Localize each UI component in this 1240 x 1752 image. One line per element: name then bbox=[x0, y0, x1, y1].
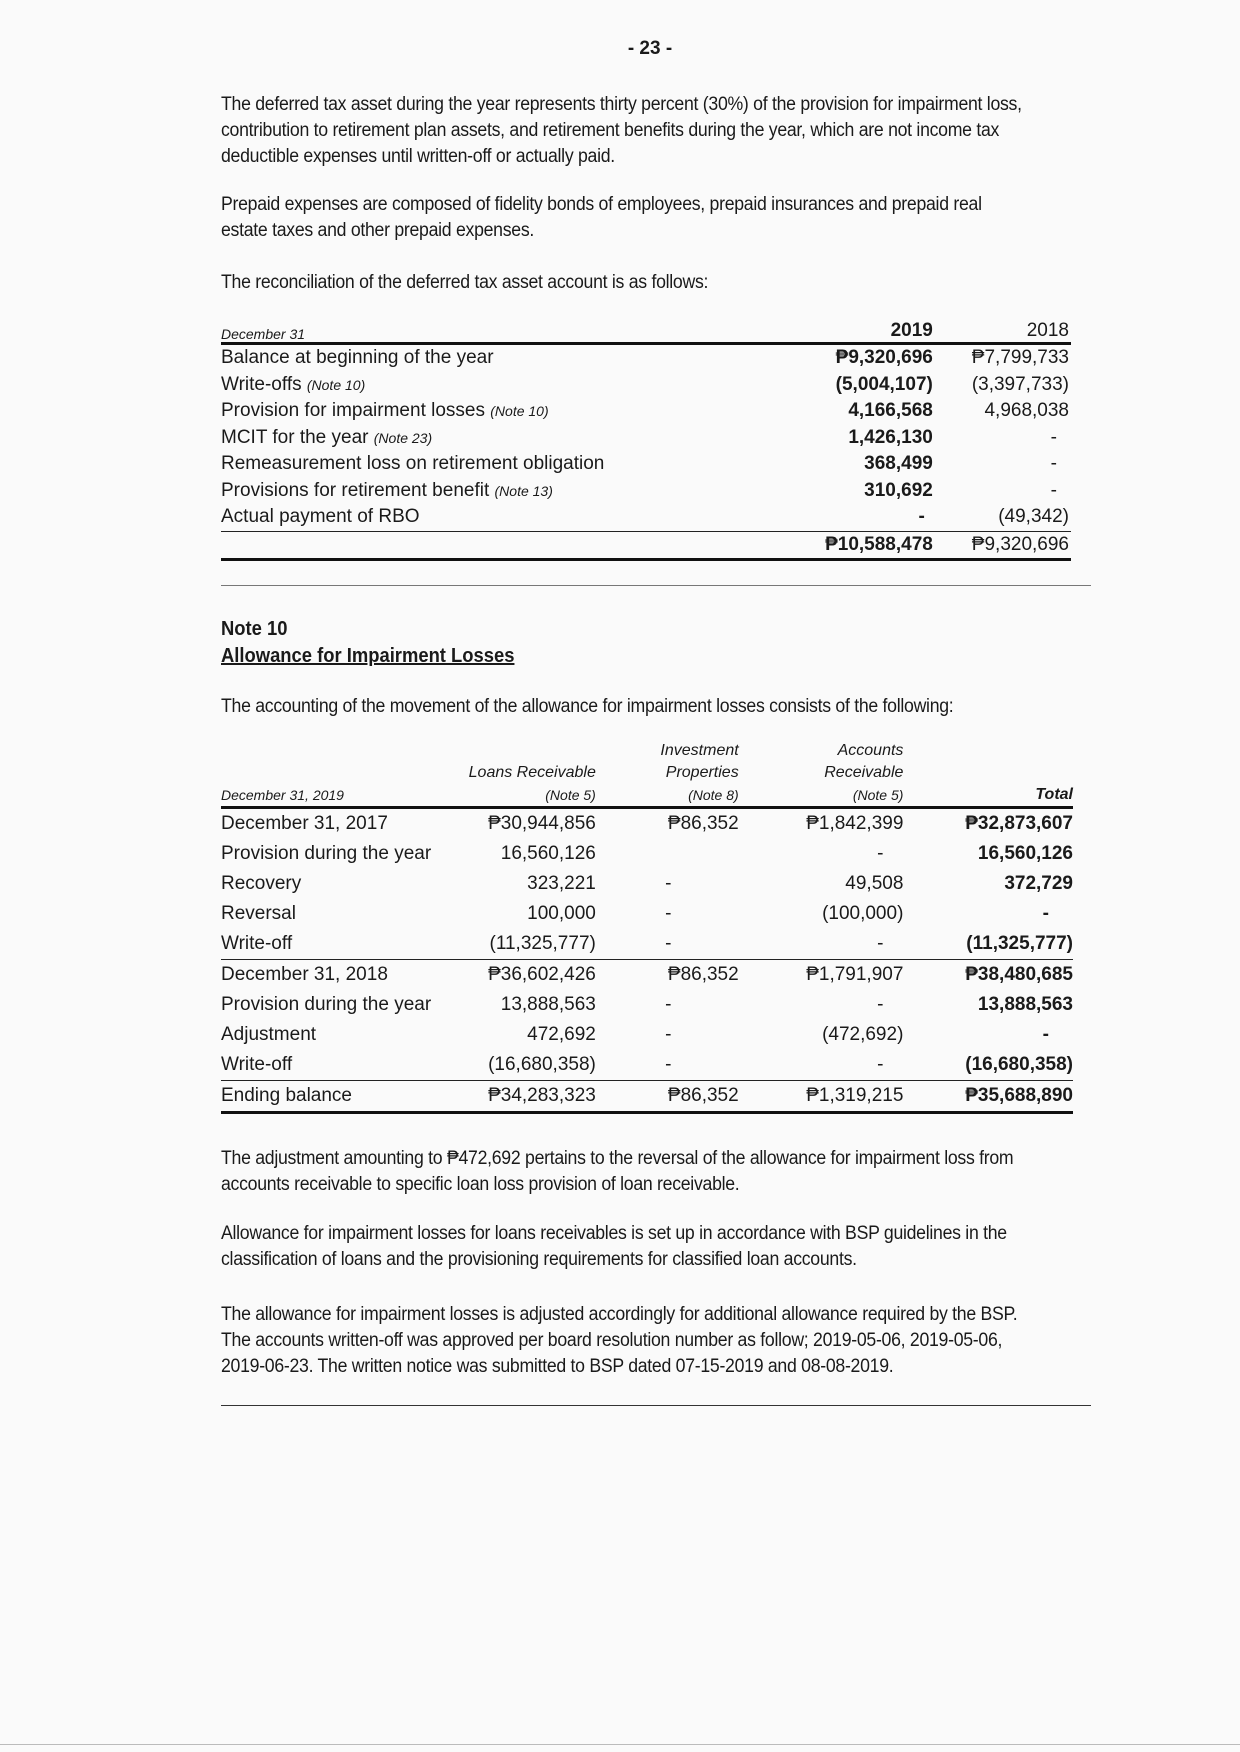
allowance-movement-table bbox=[221, 740, 1073, 1114]
row-label: December 31, 2018 bbox=[221, 964, 388, 985]
table-row bbox=[221, 1050, 1073, 1081]
header-investment: Investment Properties (Note 8) bbox=[598, 740, 743, 808]
accounts-value: - bbox=[743, 929, 908, 960]
table-row bbox=[221, 899, 1073, 929]
investment-value: - bbox=[598, 1050, 743, 1081]
total-value: ₱38,480,685 bbox=[965, 964, 1073, 985]
value-2019: 4,166,568 bbox=[848, 400, 933, 422]
loans-value: 323,221 bbox=[527, 873, 596, 894]
value-2018: - bbox=[1050, 426, 1057, 448]
reconciliation-intro: The reconciliation of the deferred tax asset account is as follows: bbox=[221, 272, 709, 293]
loans-value: 472,692 bbox=[527, 1024, 596, 1045]
row-label: Reversal bbox=[221, 903, 296, 924]
total-2018: ₱9,320,696 bbox=[939, 531, 1071, 560]
header-accounts: Accounts Receivable (Note 5) bbox=[743, 740, 908, 808]
total-value: (11,325,777) bbox=[907, 929, 1073, 960]
table-row bbox=[221, 1020, 1073, 1050]
section-divider bbox=[221, 585, 1091, 586]
value-2019: 368,499 bbox=[864, 453, 933, 475]
table-row bbox=[221, 425, 1071, 452]
header-label: December 31 bbox=[221, 318, 768, 344]
section-divider bbox=[221, 1405, 1091, 1406]
row-label: Actual payment of RBO bbox=[221, 506, 420, 528]
total-2019: ₱10,588,478 bbox=[768, 531, 939, 560]
investment-value: - bbox=[665, 1024, 672, 1045]
row-label: Provision during the year bbox=[221, 843, 432, 864]
accounts-value: (100,000) bbox=[822, 903, 904, 924]
deferred-tax-reconciliation-table bbox=[221, 318, 1071, 561]
value-2019: 1,426,130 bbox=[848, 426, 933, 448]
investment-value: - bbox=[665, 994, 672, 1015]
loans-value: ₱36,602,426 bbox=[488, 964, 596, 985]
adjustment-paragraph: The adjustment amounting to ₱472,692 pertains to the reversal of the allowance for impairment loss from accounts receivable to specific loan loss provision of loan receivable. bbox=[221, 1148, 1014, 1195]
row-label: Provision during the year bbox=[221, 994, 432, 1015]
table-header-row bbox=[221, 740, 1073, 808]
loans-value: 13,888,563 bbox=[500, 994, 596, 1015]
table-header-row bbox=[221, 318, 1071, 344]
total-value: ₱32,873,607 bbox=[965, 813, 1073, 834]
bsp-guidelines-paragraph: Allowance for impairment losses for loans receivables is set up in accordance with BSP guidelines in the classification of loans and the provisioning requirements for classified loan accounts. bbox=[221, 1223, 1007, 1270]
value-2018: ₱7,799,733 bbox=[971, 347, 1069, 369]
row-label: Provisions for retirement benefit bbox=[221, 479, 490, 501]
total-value: (16,680,358) bbox=[907, 1050, 1073, 1081]
table-row bbox=[221, 372, 1071, 399]
writeoff-approval-paragraph: The allowance for impairment losses is adjusted accordingly for additional allowance required by the BSP. The accounts written-off was approved per board resolution number as follow; 2019-05-06, 2019-05-06, 2019-06-23. The written notice was submitted to BSP dated 07-15-2019 and 08-08-2019. bbox=[221, 1304, 1018, 1377]
table-row bbox=[221, 451, 1071, 478]
investment-value: - bbox=[665, 903, 672, 924]
note-subtitle: Allowance for Impairment Losses bbox=[221, 645, 515, 667]
row-label: December 31, 2017 bbox=[221, 813, 388, 834]
row-label: MCIT for the year bbox=[221, 426, 369, 448]
note-ref: (Note 10) bbox=[490, 403, 549, 420]
investment-value: - bbox=[665, 873, 672, 894]
investment-value: - bbox=[598, 929, 743, 960]
page-number: - 23 - bbox=[627, 38, 673, 59]
accounts-value: - bbox=[877, 994, 884, 1015]
row-label: Provision for impairment losses bbox=[221, 400, 485, 422]
value-2019: ₱9,320,696 bbox=[835, 347, 933, 369]
note-title: Note 10 bbox=[221, 618, 288, 640]
value-2019: (5,004,107) bbox=[835, 373, 933, 395]
row-label: Adjustment bbox=[221, 1024, 317, 1045]
investment-value bbox=[598, 839, 743, 869]
table-row bbox=[221, 929, 1073, 960]
table-row bbox=[221, 398, 1071, 425]
row-label: Ending balance bbox=[221, 1081, 443, 1113]
investment-value: ₱86,352 bbox=[667, 813, 739, 834]
table-row bbox=[221, 478, 1071, 505]
value-2018: 4,968,038 bbox=[984, 400, 1069, 422]
loans-value: ₱30,944,856 bbox=[488, 813, 596, 834]
row-label: Remeasurement loss on retirement obligation bbox=[221, 453, 605, 475]
accounts-value: ₱1,791,907 bbox=[806, 964, 904, 985]
accounts-value: 49,508 bbox=[845, 873, 904, 894]
deferred-tax-paragraph: The deferred tax asset during the year represents thirty percent (30%) of the provision for impairment loss, contribution to retirement plan assets, and retirement benefits during the year, which are not income tax deductible expenses until written-off or actually paid. bbox=[221, 94, 1022, 167]
header-loans: Loans Receivable (Note 5) bbox=[443, 740, 598, 808]
row-label: Balance at beginning of the year bbox=[221, 347, 494, 369]
header-label: December 31, 2019 bbox=[221, 740, 443, 808]
header-2019: 2019 bbox=[768, 318, 939, 344]
table-total-row bbox=[221, 531, 1071, 560]
note-ref: (Note 10) bbox=[306, 376, 366, 393]
total-value: - bbox=[1042, 1024, 1049, 1045]
row-label: Write-offs bbox=[221, 373, 302, 395]
table-row bbox=[221, 869, 1073, 899]
note-ref: (Note 23) bbox=[373, 429, 433, 446]
table-total-row bbox=[221, 1081, 1073, 1113]
header-2018: 2018 bbox=[939, 318, 1071, 344]
loans-value: 16,560,126 bbox=[500, 843, 596, 864]
loans-value: 100,000 bbox=[527, 903, 596, 924]
table-row bbox=[221, 839, 1073, 869]
note-ref: (Note 13) bbox=[494, 482, 553, 499]
table-row bbox=[221, 808, 1073, 840]
accounts-value: - bbox=[743, 1050, 908, 1081]
loans-value: (11,325,777) bbox=[443, 929, 598, 960]
table-row bbox=[221, 504, 1071, 531]
total-value: - bbox=[1042, 903, 1049, 924]
accounts-value: ₱1,319,215 bbox=[743, 1081, 908, 1113]
table-row bbox=[221, 344, 1071, 372]
total-value: 13,888,563 bbox=[977, 994, 1073, 1015]
total-value: ₱35,688,890 bbox=[907, 1081, 1073, 1113]
loans-value: ₱34,283,323 bbox=[443, 1081, 598, 1113]
value-2018: (3,397,733) bbox=[971, 373, 1069, 395]
allowance-intro: The accounting of the movement of the allowance for impairment losses consists of the following: bbox=[221, 696, 954, 717]
table-row bbox=[221, 990, 1073, 1020]
loans-value: (16,680,358) bbox=[443, 1050, 598, 1081]
total-value: 16,560,126 bbox=[977, 843, 1073, 864]
investment-value: ₱86,352 bbox=[598, 1081, 743, 1113]
row-label: Write-off bbox=[221, 1050, 443, 1081]
accounts-value: - bbox=[877, 843, 884, 864]
row-label: Recovery bbox=[221, 873, 302, 894]
value-2018: (49,342) bbox=[939, 504, 1071, 531]
header-total: Total bbox=[907, 740, 1073, 808]
value-2018: - bbox=[1050, 453, 1057, 475]
prepaid-paragraph: Prepaid expenses are composed of fidelity bonds of employees, prepaid insurances and prepaid real estate taxes and other prepaid expenses. bbox=[221, 194, 982, 241]
accounts-value: (472,692) bbox=[822, 1024, 904, 1045]
page-edge-line bbox=[0, 1744, 1240, 1745]
table-row bbox=[221, 960, 1073, 991]
row-label: Write-off bbox=[221, 929, 443, 960]
investment-value: ₱86,352 bbox=[667, 964, 739, 985]
value-2019: 310,692 bbox=[864, 479, 933, 501]
value-2018: - bbox=[1050, 479, 1057, 501]
total-value: 372,729 bbox=[1004, 873, 1073, 894]
value-2019: - bbox=[768, 504, 939, 531]
accounts-value: ₱1,842,399 bbox=[806, 813, 904, 834]
